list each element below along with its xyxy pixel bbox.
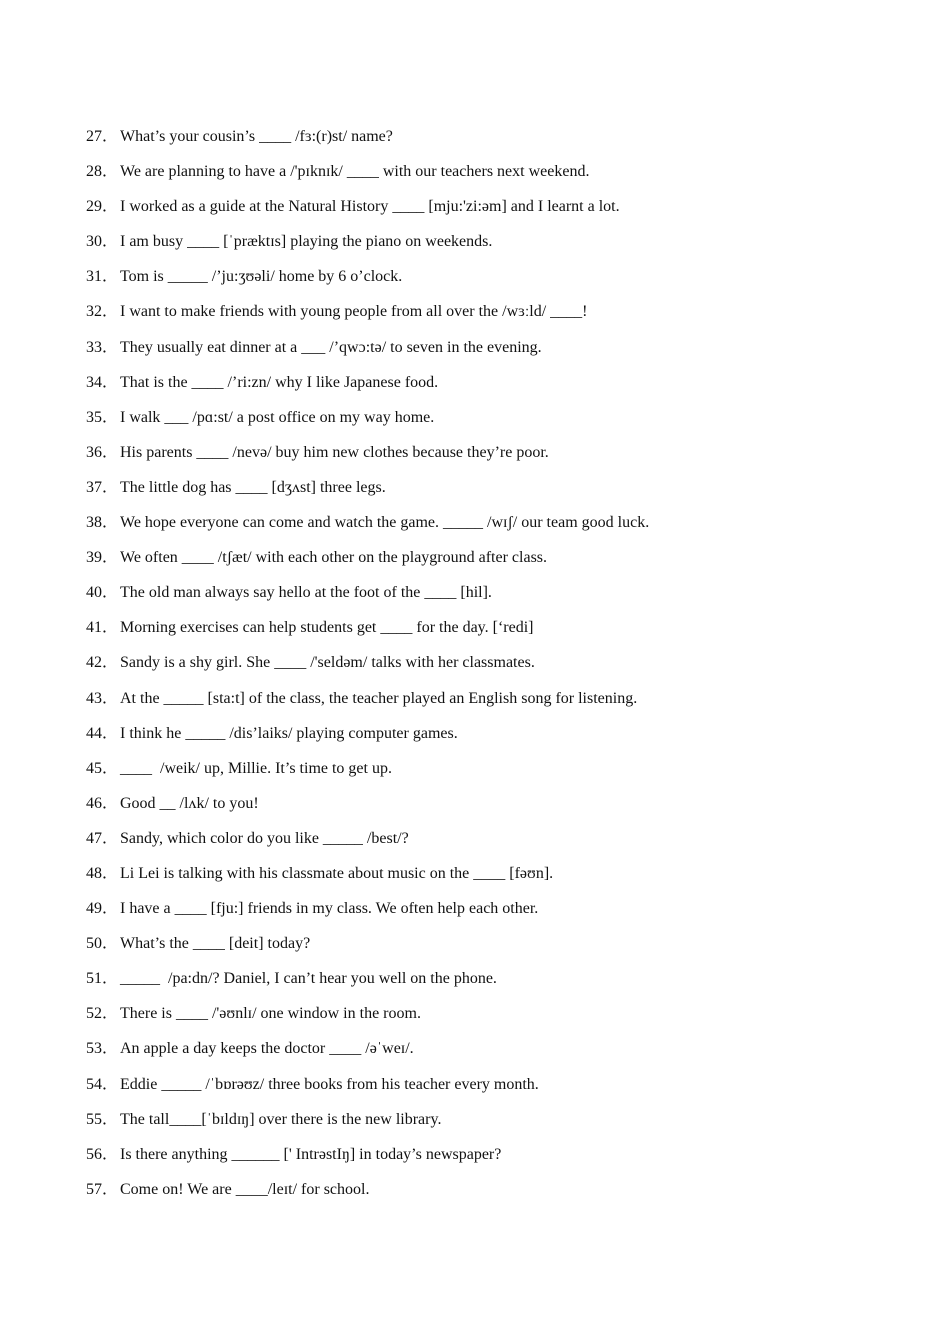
question-item bbox=[86, 124, 886, 159]
question-text: Is there anything ______ [' IntrəstIŋ] in today’s newspaper? bbox=[120, 1145, 502, 1163]
question-text: Come on! We are ____/leɪt/ for school. bbox=[120, 1180, 370, 1198]
question-text: The tall____[ˈbɪldɪŋ] over there is the new library. bbox=[120, 1110, 442, 1128]
question-text: _____ /pa:dn/? Daniel, I can’t hear you well on the phone. bbox=[120, 970, 497, 988]
question-item bbox=[86, 299, 886, 334]
question-text: Morning exercises can help students get ____ for the day. [‘redi] bbox=[120, 619, 534, 637]
question-text: At the _____ [sta:t] of the class, the teacher played an English song for listening. bbox=[120, 689, 638, 707]
question-text: Sandy, which color do you like _____ /best/? bbox=[120, 829, 409, 847]
question-text: I worked as a guide at the Natural History ____ [mju:'zi:əm] and I learnt a lot. bbox=[120, 198, 620, 216]
question-item bbox=[86, 861, 886, 896]
question-text: What’s the ____ [deit] today? bbox=[120, 935, 311, 953]
question-text: Li Lei is talking with his classmate about music on the ____ [fəʊn]. bbox=[120, 864, 554, 882]
question-item bbox=[86, 966, 886, 1001]
question-text: What’s your cousin’s ____ /fɜ:(r)st/ name? bbox=[120, 128, 393, 145]
question-item bbox=[86, 931, 886, 966]
question-item bbox=[86, 159, 886, 194]
question-text: Tom is _____ /’ju:ʒʊəli/ home by 6 o’clock. bbox=[120, 268, 403, 286]
question-item bbox=[86, 370, 886, 405]
question-number: 56． bbox=[86, 1145, 119, 1163]
question-text: We are planning to have a /'pɪknɪk/ ____ with our teachers next weekend. bbox=[120, 163, 590, 181]
question-item bbox=[86, 580, 886, 615]
question-number: 28． bbox=[86, 163, 119, 181]
question-number: 33． bbox=[86, 338, 119, 356]
question-item bbox=[86, 264, 886, 299]
question-text: An apple a day keeps the doctor ____ /əˈweɪ/. bbox=[120, 1040, 414, 1058]
question-item bbox=[86, 1107, 886, 1142]
question-number: 30． bbox=[86, 233, 119, 251]
question-number: 39． bbox=[86, 549, 119, 567]
question-text: Sandy is a shy girl. She ____ /'seldəm/ talks with her classmates. bbox=[120, 654, 535, 672]
question-item bbox=[86, 1142, 886, 1177]
question-text: There is ____ /'əʊnlɪ/ one window in the room. bbox=[120, 1005, 421, 1023]
question-text: We hope everyone can come and watch the game. _____ /wɪʃ/ our team good luck. bbox=[120, 514, 650, 532]
question-text: I think he _____ /dis’laiks/ playing computer games. bbox=[120, 724, 458, 742]
question-text: The old man always say hello at the foot of the ____ [hil]. bbox=[120, 584, 492, 602]
question-number: 46． bbox=[86, 794, 119, 812]
question-item bbox=[86, 826, 886, 861]
question-text: We often ____ /tʃæt/ with each other on the playground after class. bbox=[120, 549, 548, 567]
question-item bbox=[86, 440, 886, 475]
question-item bbox=[86, 510, 886, 545]
question-text: They usually eat dinner at a ___ /’qwɔ:tə/ to seven in the evening. bbox=[120, 338, 542, 356]
question-number: 49． bbox=[86, 900, 119, 918]
question-text: That is the ____ /’ri:zn/ why I like Japanese food. bbox=[120, 373, 439, 391]
question-text: I have a ____ [fju:] friends in my class. We often help each other. bbox=[120, 900, 539, 918]
question-number: 50． bbox=[86, 935, 119, 953]
question-item bbox=[86, 335, 886, 370]
question-text: Good __ /lʌk/ to you! bbox=[120, 794, 259, 812]
question-number: 37． bbox=[86, 478, 119, 496]
question-number: 32． bbox=[86, 303, 119, 321]
question-number: 55． bbox=[86, 1110, 119, 1128]
question-number: 27． bbox=[86, 128, 119, 145]
question-number: 38． bbox=[86, 514, 119, 532]
question-item bbox=[86, 194, 886, 229]
question-item bbox=[86, 615, 886, 650]
question-number: 35． bbox=[86, 408, 119, 426]
question-item bbox=[86, 791, 886, 826]
question-number: 52． bbox=[86, 1005, 119, 1023]
question-text: Eddie _____ /ˈbɒrəʊz/ three books from his teacher every month. bbox=[120, 1075, 539, 1093]
question-item bbox=[86, 229, 886, 264]
question-number: 31． bbox=[86, 268, 119, 286]
question-item bbox=[86, 756, 886, 791]
question-number: 51． bbox=[86, 970, 119, 988]
question-number: 48． bbox=[86, 864, 119, 882]
question-number: 45． bbox=[86, 759, 119, 777]
question-number: 57． bbox=[86, 1180, 119, 1198]
question-text: I walk ___ /pɑ:st/ a post office on my way home. bbox=[120, 408, 435, 426]
question-number: 47． bbox=[86, 829, 119, 847]
question-text: I want to make friends with young people from all over the /wɜːld/ ____! bbox=[120, 303, 588, 321]
question-item bbox=[86, 405, 886, 440]
question-list bbox=[86, 124, 886, 1212]
question-text: ____ /weik/ up, Millie. It’s time to get up. bbox=[120, 759, 392, 777]
question-text: The little dog has ____ [dʒʌst] three legs. bbox=[120, 478, 386, 496]
question-text: His parents ____ /nevə/ buy him new clothes because they’re poor. bbox=[120, 443, 549, 461]
question-number: 54． bbox=[86, 1075, 119, 1093]
question-item bbox=[86, 721, 886, 756]
question-item bbox=[86, 896, 886, 931]
question-item bbox=[86, 1177, 886, 1212]
question-number: 42． bbox=[86, 654, 119, 672]
question-item bbox=[86, 1001, 886, 1036]
question-item bbox=[86, 545, 886, 580]
question-number: 40． bbox=[86, 584, 119, 602]
question-item bbox=[86, 1036, 886, 1071]
question-item bbox=[86, 650, 886, 685]
question-number: 43． bbox=[86, 689, 119, 707]
question-text: I am busy ____ [ˈpræktɪs] playing the piano on weekends. bbox=[120, 233, 493, 251]
question-number: 44． bbox=[86, 724, 119, 742]
question-item bbox=[86, 686, 886, 721]
question-number: 34． bbox=[86, 373, 119, 391]
question-number: 41． bbox=[86, 619, 119, 637]
question-item bbox=[86, 475, 886, 510]
question-item bbox=[86, 1072, 886, 1107]
question-number: 29． bbox=[86, 198, 119, 216]
question-number: 53． bbox=[86, 1040, 119, 1058]
question-number: 36． bbox=[86, 443, 119, 461]
